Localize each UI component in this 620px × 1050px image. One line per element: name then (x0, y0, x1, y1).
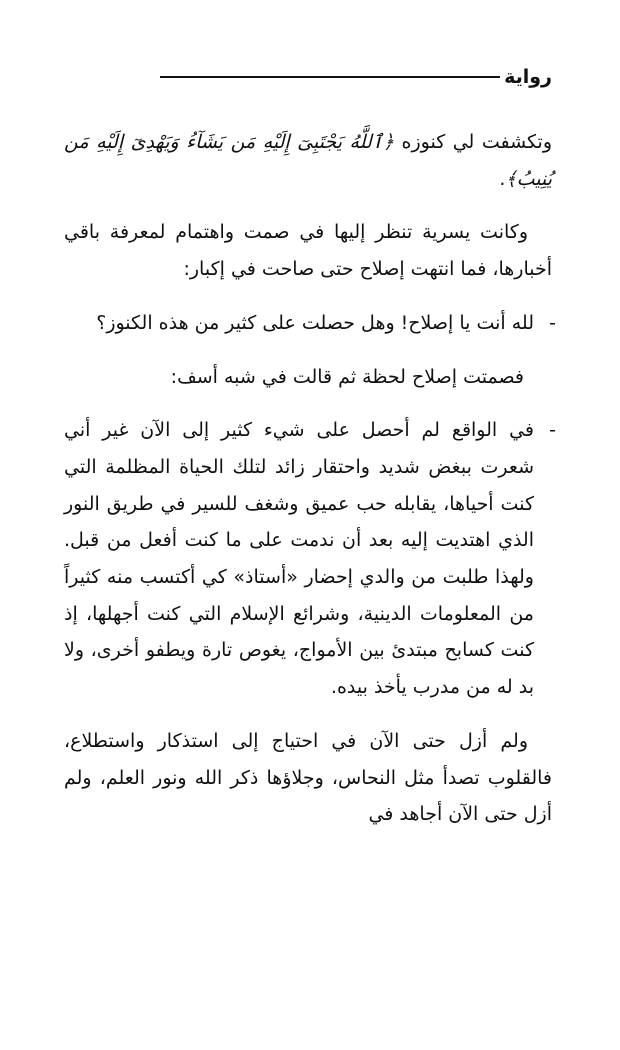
paragraph-2: وكانت يسرية تنظر إليها في صمت واهتمام لمعرفة باقي أخبارها، فما انتهت إصلاح حتى صاحت في إكبار: (64, 221, 552, 281)
header-rule (160, 76, 500, 78)
dialogue-1 (64, 305, 556, 342)
paragraph-1-text: وتكشفت لي كنوزه (394, 131, 552, 153)
paragraph-1 (64, 124, 552, 197)
page-body (64, 124, 556, 850)
dialogue-dash: - (549, 419, 556, 442)
dialogue-dash: - (549, 311, 556, 334)
paragraph-6: ولم أزل حتى الآن في احتياج إلى استذكار واستطلاع، فالقلوب تصدأ مثل النحاس، وجلاؤها ذكر الله ونور العلم، ولم أزل حتى الآن أجاهد في (64, 729, 552, 826)
header-title: رواية (504, 66, 552, 88)
paragraph-4: فصمتت إصلاح لحظة ثم قالت في شبه أسف: (170, 365, 524, 388)
quran-verse: ﴿ٱللَّهُ يَجْتَبِىٓ إِلَيْهِ مَن يَشَآءُ وَيَهْدِىٓ إِلَيْهِ مَن يُنِيبُ﴾ (64, 131, 552, 190)
dialogue-2-text: في الواقع لم أحصل على شيء كثير إلى الآن غير أني شعرت ببغض شديد واحتقار زائد لتلك الحياة المظلمة التي كنت أحياها، يقابله حب عميق وشغف للسير في طريق النور الذي اهتديت إليه بعد أن ندمت على ما كنت أفعل من قبل. ولهذا طلبت من والدي إحضار «أستاذ» كي أكتسب منه كثيراً من المعلومات الدينية، وشرائع الإسلام التي كنت أجهلها، إذ كنت كسابح مبتدئ بين الأمواج، يغوص تارة ويطفو أخرى، ولا بد له من مدرب يأخذ بيده. (64, 419, 534, 699)
paragraph-1-end: . (499, 167, 506, 190)
dialogue-1-text: لله أنت يا إصلاح! وهل حصلت على كثير من هذه الكنوز؟ (96, 311, 534, 334)
running-header (160, 62, 552, 92)
dialogue-2 (64, 412, 556, 706)
